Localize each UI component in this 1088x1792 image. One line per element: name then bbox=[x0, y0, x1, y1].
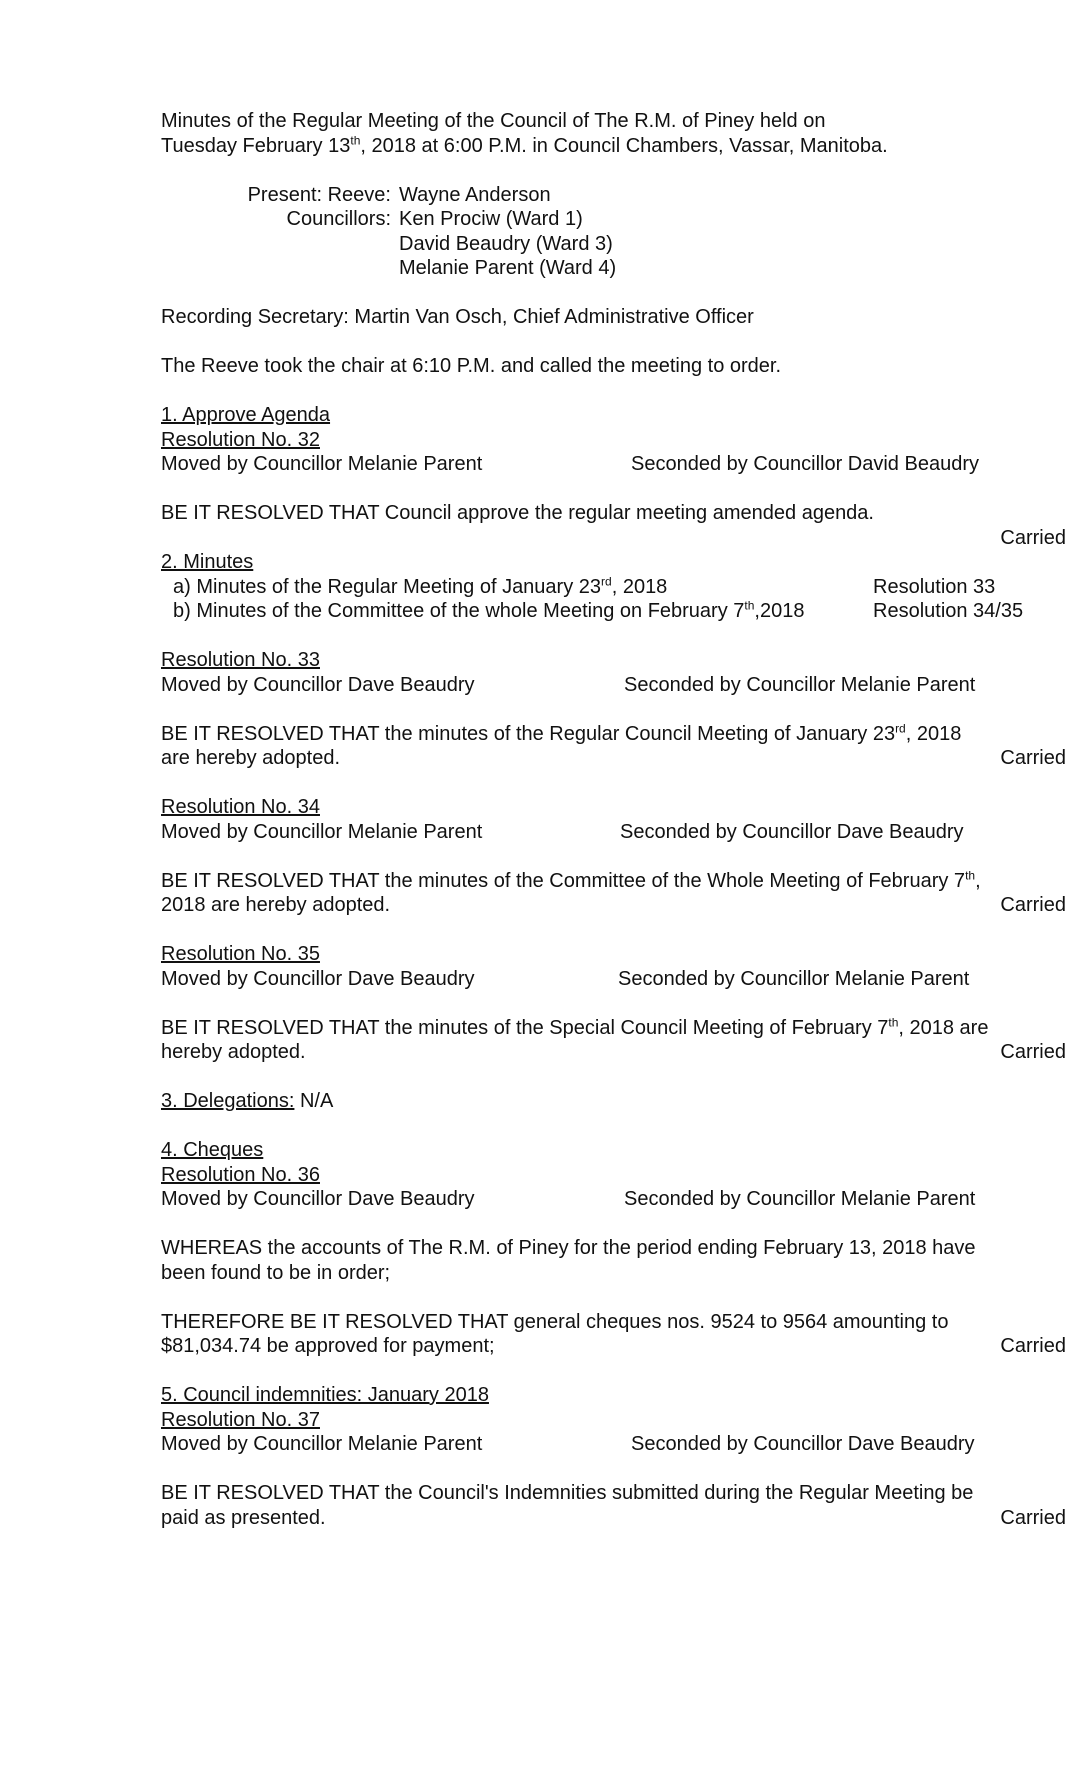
motion-row bbox=[161, 673, 1066, 698]
resolution-text-line bbox=[161, 746, 1066, 771]
resolution-text-line bbox=[161, 893, 1066, 918]
moved-by: Moved by Councillor Dave Beaudry bbox=[161, 1188, 475, 1210]
resolution-text-part: , 2018 bbox=[905, 722, 962, 745]
resolution-text-sup: rd bbox=[895, 720, 906, 735]
section-heading: 2. Minutes bbox=[161, 551, 254, 573]
attendance-block bbox=[161, 183, 1066, 281]
resolution-text-part: , 2018 are bbox=[898, 1016, 989, 1039]
reeve-name: Wayne Anderson bbox=[399, 183, 551, 206]
resolution-text-part: BE IT RESOLVED THAT the minutes of the Committee of the Whole Meeting of February 7 bbox=[161, 869, 966, 892]
resolution-number: Resolution No. 37 bbox=[161, 1408, 320, 1431]
header-line-2 bbox=[161, 134, 1066, 159]
minutes-item-year: ,2018 bbox=[754, 600, 805, 622]
resolution-number: Resolution No. 35 bbox=[161, 943, 320, 965]
minutes-item-text: a) Minutes of the Regular Meeting of January 23 bbox=[173, 575, 602, 598]
councillor-name: Ken Prociw (Ward 1) bbox=[399, 208, 583, 230]
section-heading: 4. Cheques bbox=[161, 1139, 264, 1161]
therefore-text-line bbox=[161, 1334, 1066, 1359]
resolution-text: BE IT RESOLVED THAT Council approve the regular meeting amended agenda. bbox=[161, 502, 874, 524]
seconded-by: Seconded by Councillor Dave Beaudry bbox=[631, 1433, 975, 1455]
carried-status: Carried bbox=[1000, 526, 1066, 549]
carried-status: Carried bbox=[1000, 1335, 1066, 1357]
moved-by: Moved by Councillor Dave Beaudry bbox=[161, 673, 475, 696]
whereas-text: WHEREAS the accounts of The R.M. of Piney for the period ending February 13, 2018 have bbox=[161, 1237, 976, 1259]
delegations-line bbox=[161, 1089, 1066, 1114]
seconded-by: Seconded by Councillor Melanie Parent bbox=[624, 1188, 976, 1210]
section-heading: 1. Approve Agenda bbox=[161, 404, 331, 426]
moved-by: Moved by Councillor Dave Beaudry bbox=[161, 967, 475, 990]
section-heading: 3. Delegations: bbox=[161, 1090, 295, 1112]
recording-secretary: Recording Secretary: Martin Van Osch, Chief Administrative Officer bbox=[161, 306, 754, 328]
councillor-name: Melanie Parent (Ward 4) bbox=[399, 257, 617, 279]
resolution-text-part: paid as presented. bbox=[161, 1506, 326, 1529]
therefore-text: THEREFORE BE IT RESOLVED THAT general cheques nos. 9524 to 9564 amounting to bbox=[161, 1310, 949, 1333]
whereas-text: been found to be in order; bbox=[161, 1261, 391, 1284]
seconded-by: Seconded by Councillor Dave Beaudry bbox=[620, 820, 964, 843]
seconded-by: Seconded by Councillor Melanie Parent bbox=[624, 673, 976, 696]
therefore-text: $81,034.74 be approved for payment; bbox=[161, 1335, 495, 1357]
motion-row bbox=[161, 820, 1066, 845]
moved-by: Moved by Councillor Melanie Parent bbox=[161, 453, 483, 475]
motion-row bbox=[161, 1432, 1066, 1457]
reeve-label: Present: Reeve: bbox=[247, 183, 391, 206]
councillors-label: Councillors: bbox=[286, 208, 391, 230]
resolution-text-line bbox=[161, 1506, 1066, 1531]
resolution-text-part: BE IT RESOLVED THAT the minutes of the Special Council Meeting of February 7 bbox=[161, 1016, 889, 1039]
header-date-sup: th bbox=[350, 132, 361, 147]
resolution-number: Resolution No. 34 bbox=[161, 796, 320, 818]
resolution-text bbox=[161, 869, 1066, 894]
resolution-text-part: 2018 are hereby adopted. bbox=[161, 894, 391, 916]
header-line-1: Minutes of the Regular Meeting of the Council of The R.M. of Piney held on bbox=[161, 110, 826, 132]
resolution-text-part: hereby adopted. bbox=[161, 1041, 306, 1063]
carried-status: Carried bbox=[1000, 1041, 1066, 1063]
resolution-text-part: are hereby adopted. bbox=[161, 747, 341, 769]
carried-status: Carried bbox=[1000, 1506, 1066, 1529]
carried-status: Carried bbox=[1000, 747, 1066, 769]
resolution-text-part: BE IT RESOLVED THAT the minutes of the Regular Council Meeting of January 23 bbox=[161, 722, 896, 745]
minutes-item bbox=[161, 599, 1066, 624]
minutes-item-resolution: Resolution 34/35 bbox=[873, 600, 1024, 622]
resolution-number: Resolution No. 36 bbox=[161, 1163, 320, 1186]
section-heading: 5. Council indemnities: January 2018 bbox=[161, 1384, 489, 1406]
seconded-by: Seconded by Councillor David Beaudry bbox=[631, 453, 979, 475]
motion-row bbox=[161, 1187, 1066, 1212]
moved-by: Moved by Councillor Melanie Parent bbox=[161, 1433, 483, 1455]
header-location: , 2018 at 6:00 P.M. in Council Chambers, Vassar, Manitoba. bbox=[360, 134, 888, 157]
resolution-text-sup: th bbox=[965, 867, 976, 882]
resolution-text bbox=[161, 722, 1066, 747]
resolution-text-part: , bbox=[975, 869, 981, 892]
resolution-text: BE IT RESOLVED THAT the Council's Indemnities submitted during the Regular Meeting be bbox=[161, 1482, 974, 1504]
resolution-text-sup: th bbox=[888, 1014, 899, 1029]
minutes-item-text: b) Minutes of the Committee of the whole Meeting on February 7 bbox=[173, 600, 745, 622]
delegations-value: N/A bbox=[294, 1090, 334, 1112]
motion-row bbox=[161, 452, 1066, 477]
councillor-name: David Beaudry (Ward 3) bbox=[399, 232, 613, 255]
resolution-number: Resolution No. 32 bbox=[161, 428, 320, 451]
minutes-item bbox=[161, 575, 1066, 600]
minutes-item-resolution: Resolution 33 bbox=[873, 575, 996, 598]
minutes-item-year: , 2018 bbox=[611, 575, 668, 598]
resolution-text-line bbox=[161, 1040, 1066, 1065]
minutes-item-sup: th bbox=[744, 598, 755, 613]
moved-by: Moved by Councillor Melanie Parent bbox=[161, 820, 483, 843]
minutes-item-sup: rd bbox=[601, 573, 612, 588]
carried-status: Carried bbox=[1000, 894, 1066, 916]
resolution-number: Resolution No. 33 bbox=[161, 649, 320, 671]
header-date: Tuesday February 13 bbox=[161, 134, 351, 157]
seconded-by: Seconded by Councillor Melanie Parent bbox=[618, 967, 970, 990]
motion-row bbox=[161, 967, 1066, 992]
minutes-content bbox=[161, 109, 1066, 1530]
resolution-text bbox=[161, 1016, 1066, 1041]
call-to-order: The Reeve took the chair at 6:10 P.M. and called the meeting to order. bbox=[161, 355, 782, 377]
